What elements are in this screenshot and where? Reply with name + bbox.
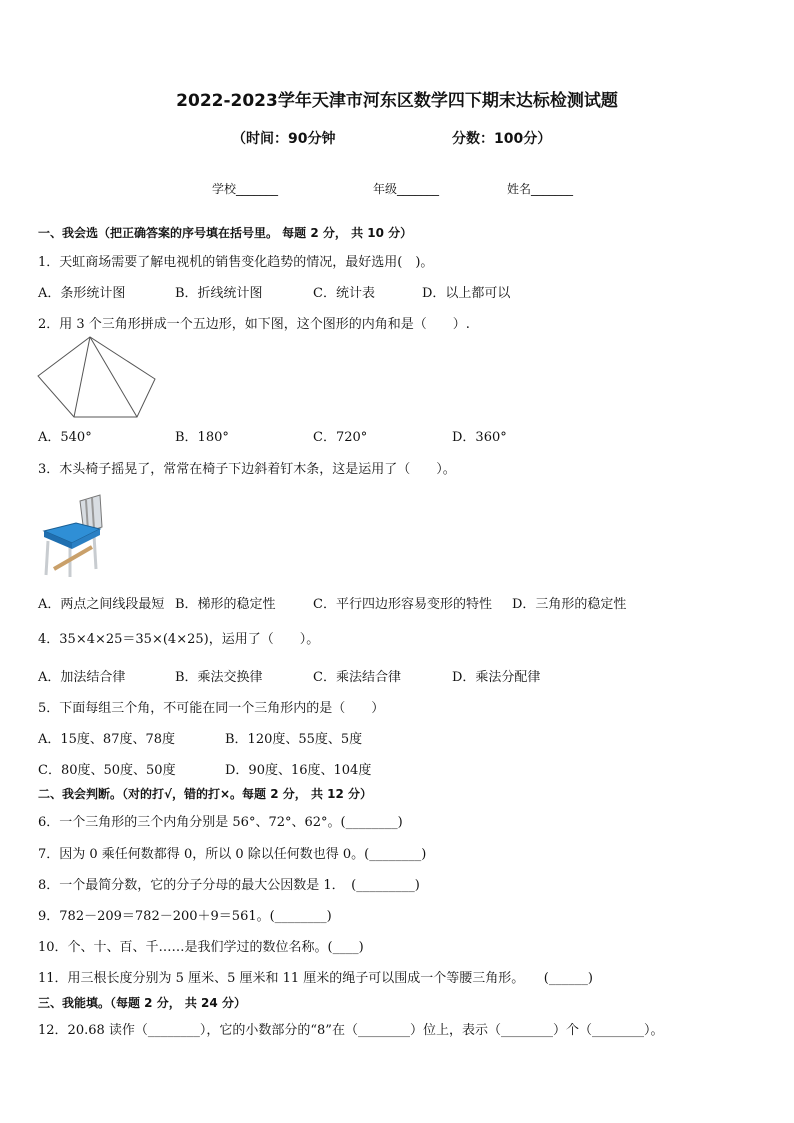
section-heading-1: 一、我会选（把正确答案的序号填在括号里。 每题 2 分， 共 10 分） bbox=[38, 226, 413, 240]
q1-option-d: D．以上都可以 bbox=[422, 286, 511, 301]
section-heading-3: 三、我能填。（每题 2 分， 共 24 分） bbox=[38, 996, 246, 1010]
q1-option-a: A．条形统计图 bbox=[38, 286, 126, 301]
q1-option-b: B．折线统计图 bbox=[175, 286, 263, 301]
q1-option-c: C．统计表 bbox=[313, 286, 375, 301]
section-heading-2: 二、我会判断。（对的打√，错的打×。每题 2 分， 共 12 分） bbox=[38, 787, 372, 801]
question-7: 7．因为 0 乘任何数都得 0，所以 0 除以任何数也得 0。(________) bbox=[38, 847, 427, 862]
question-8: 8．一个最简分数，它的分子分母的最大公因数是 1． (_________) bbox=[38, 878, 420, 893]
question-12: 12．20.68 读作（________），它的小数部分的“8”在（________）位上，表示（________）个（________）。 bbox=[38, 1023, 664, 1038]
exam-time: （时间：90分钟 bbox=[232, 131, 336, 147]
q3-option-a: A．两点之间线段最短 bbox=[38, 597, 165, 612]
question-6: 6．一个三角形的三个内角分别是 56°、72°、62°。(________) bbox=[38, 815, 403, 830]
q3-option-c: C．平行四边形容易变形的特性 bbox=[313, 597, 492, 612]
chair-image bbox=[40, 493, 108, 578]
q5-option-b: B．120度、55度、5度 bbox=[225, 732, 363, 747]
question-10: 10．个、十、百、千……是我们学过的数位名称。(____) bbox=[38, 940, 364, 955]
q4-option-a: A．加法结合律 bbox=[38, 670, 126, 685]
q2-option-d: D．360° bbox=[452, 430, 507, 445]
q2-option-c: C．720° bbox=[313, 430, 368, 445]
q2-option-a: A．540° bbox=[38, 430, 92, 445]
question-2: 2．用 3 个三角形拼成一个五边形，如下图，这个图形的内角和是（ ）. bbox=[38, 317, 470, 332]
school-field: 学校_______ bbox=[212, 182, 279, 196]
grade-field: 年级_______ bbox=[373, 182, 440, 196]
question-9: 9．782－209＝782－200＋9＝561。(________) bbox=[38, 909, 332, 924]
q5-option-a: A．15度、87度、78度 bbox=[38, 732, 176, 747]
q3-option-b: B．梯形的稳定性 bbox=[175, 597, 276, 612]
question-3: 3．木头椅子摇晃了，常常在椅子下边斜着钉木条，这是运用了（ ）。 bbox=[38, 462, 456, 477]
question-1: 1．天虹商场需要了解电视机的销售变化趋势的情况，最好选用( )。 bbox=[38, 255, 434, 270]
name-field: 姓名_______ bbox=[507, 182, 574, 196]
q2-option-b: B．180° bbox=[175, 430, 229, 445]
page-title: 2022-2023学年天津市河东区数学四下期末达标检测试题 bbox=[176, 91, 618, 111]
q4-option-d: D．乘法分配律 bbox=[452, 670, 541, 685]
q4-option-c: C．乘法结合律 bbox=[313, 670, 401, 685]
q4-option-b: B．乘法交换律 bbox=[175, 670, 263, 685]
q5-option-d: D．90度、16度、104度 bbox=[225, 763, 372, 778]
question-11: 11．用三根长度分别为 5 厘米、5 厘米和 11 厘米的绳子可以围成一个等腰三角形。 (______) bbox=[38, 971, 593, 986]
q3-option-d: D．三角形的稳定性 bbox=[512, 597, 627, 612]
question-4: 4．35×4×25＝35×(4×25)，运用了（ ）。 bbox=[38, 632, 320, 647]
q5-option-c: C．80度、50度、50度 bbox=[38, 763, 176, 778]
question-5: 5．下面每组三个角，不可能在同一个三角形内的是（ ） bbox=[38, 701, 385, 716]
pentagon-figure bbox=[34, 334, 160, 420]
exam-score: 分数：100分） bbox=[452, 131, 552, 147]
